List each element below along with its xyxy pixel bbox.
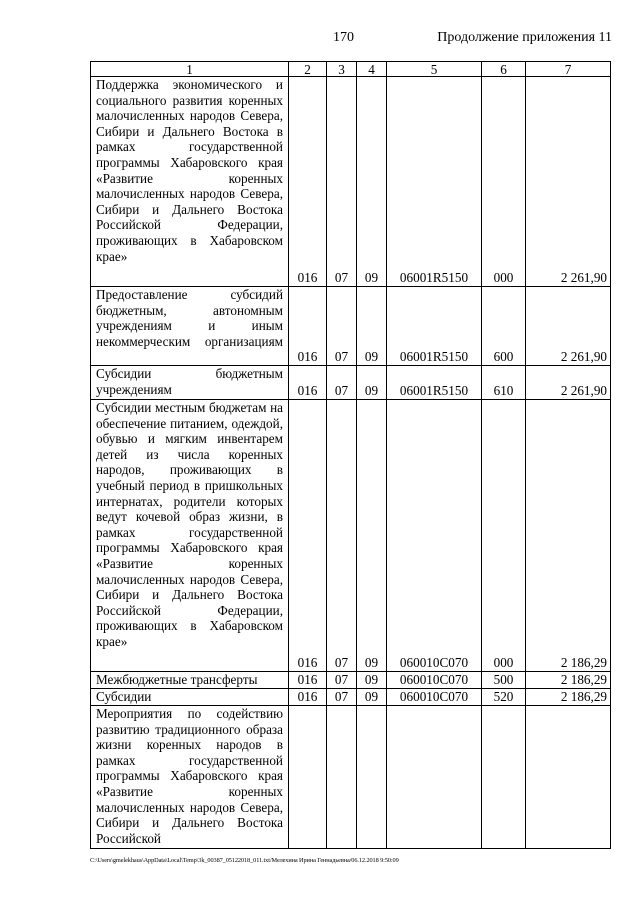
cell-col7: 2 261,90 — [526, 77, 611, 287]
table-row — [91, 706, 611, 849]
cell-col2: 016 — [289, 672, 327, 689]
header-cell: 4 — [357, 62, 387, 77]
cell-col5: 060010С070 — [387, 400, 482, 672]
cell-col5: 06001R5150 — [387, 77, 482, 287]
row-name-cell: Поддержка экономического и социального развития коренных малочисленных народов Севера, Сибири и Дальнего Востока в рамках государственной программы Хабаровского края «Развитие коренных малочисленных народов Севера, Сибири и Дальнего Востока Российской Федерации, проживающих в Хабаровском крае» — [91, 77, 289, 287]
cell-col5 — [387, 706, 482, 849]
cell-col7: 2 186,29 — [526, 400, 611, 672]
cell-col7: 2 186,29 — [526, 672, 611, 689]
cell-col2: 016 — [289, 77, 327, 287]
cell-col4: 09 — [357, 672, 387, 689]
header-cell: 6 — [482, 62, 526, 77]
cell-col6: 000 — [482, 77, 526, 287]
table-header-row — [91, 62, 611, 77]
cell-col5: 060010С070 — [387, 672, 482, 689]
cell-col7: 2 186,29 — [526, 689, 611, 706]
cell-col3 — [327, 706, 357, 849]
cell-col6 — [482, 706, 526, 849]
cell-col4: 09 — [357, 689, 387, 706]
header-cell: 2 — [289, 62, 327, 77]
table-row — [91, 366, 611, 400]
cell-col3: 07 — [327, 400, 357, 672]
table-row — [91, 77, 611, 287]
header-cell: 1 — [91, 62, 289, 77]
header-cell: 3 — [327, 62, 357, 77]
cell-col2 — [289, 706, 327, 849]
table-row — [91, 400, 611, 672]
budget-table — [90, 61, 611, 849]
row-name-cell: Субсидии местным бюджетам на обеспечение питанием, одеждой, обувью и мягким инвентарем детей из числа коренных народов, проживающих в учебный период в пришкольных интернатах, родители которых ведут кочевой образ жизни, в рамках государственной программы Хабаровского края «Развитие коренных малочисленных народов Севера, Сибири и Дальнего Востока Российской Федерации, проживающих в Хабаровском крае» — [91, 400, 289, 672]
row-name-cell: Субсидии — [91, 689, 289, 706]
cell-col5: 06001R5150 — [387, 366, 482, 400]
cell-col4: 09 — [357, 400, 387, 672]
cell-col4: 09 — [357, 366, 387, 400]
row-name-cell: Мероприятия по содействию развитию традиционного образа жизни коренных народов в рамках государственной программы Хабаровского края «Развитие коренных малочисленных народов Севера, Сибири и Дальнего Востока Российской — [91, 706, 289, 849]
header-cell: 7 — [526, 62, 611, 77]
cell-col4: 09 — [357, 287, 387, 366]
cell-col3: 07 — [327, 366, 357, 400]
cell-col4 — [357, 706, 387, 849]
appendix-continuation-label: Продолжение приложения 11 — [437, 30, 612, 45]
cell-col5: 06001R5150 — [387, 287, 482, 366]
cell-col6: 500 — [482, 672, 526, 689]
cell-col2: 016 — [289, 287, 327, 366]
row-name-cell: Предоставление субсидий бюджетным, автономным учреждениям и иным некоммерческим организациям — [91, 287, 289, 366]
row-name-cell: Межбюджетные трансферты — [91, 672, 289, 689]
cell-col7 — [526, 706, 611, 849]
cell-col6: 520 — [482, 689, 526, 706]
table-row — [91, 689, 611, 706]
cell-col3: 07 — [327, 77, 357, 287]
cell-col7: 2 261,90 — [526, 366, 611, 400]
cell-col6: 000 — [482, 400, 526, 672]
cell-col3: 07 — [327, 689, 357, 706]
cell-col7: 2 261,90 — [526, 287, 611, 366]
row-name-cell: Субсидии бюджетным учреждениям — [91, 366, 289, 400]
cell-col2: 016 — [289, 689, 327, 706]
cell-col6: 610 — [482, 366, 526, 400]
header-cell: 5 — [387, 62, 482, 77]
cell-col6: 600 — [482, 287, 526, 366]
page-number: 170 — [333, 30, 354, 45]
table-row — [91, 287, 611, 366]
footer-file-path: C:\Users\gmelekhaus\AppData\Local\Temp\3k_00387_05122018_011.txt/Мелехина Ирина Геннадьевна/06.12.2018 9:50:09 — [90, 857, 399, 864]
cell-col2: 016 — [289, 366, 327, 400]
cell-col4: 09 — [357, 77, 387, 287]
cell-col3: 07 — [327, 287, 357, 366]
cell-col5: 060010С070 — [387, 689, 482, 706]
cell-col2: 016 — [289, 400, 327, 672]
table-row — [91, 672, 611, 689]
cell-col3: 07 — [327, 672, 357, 689]
